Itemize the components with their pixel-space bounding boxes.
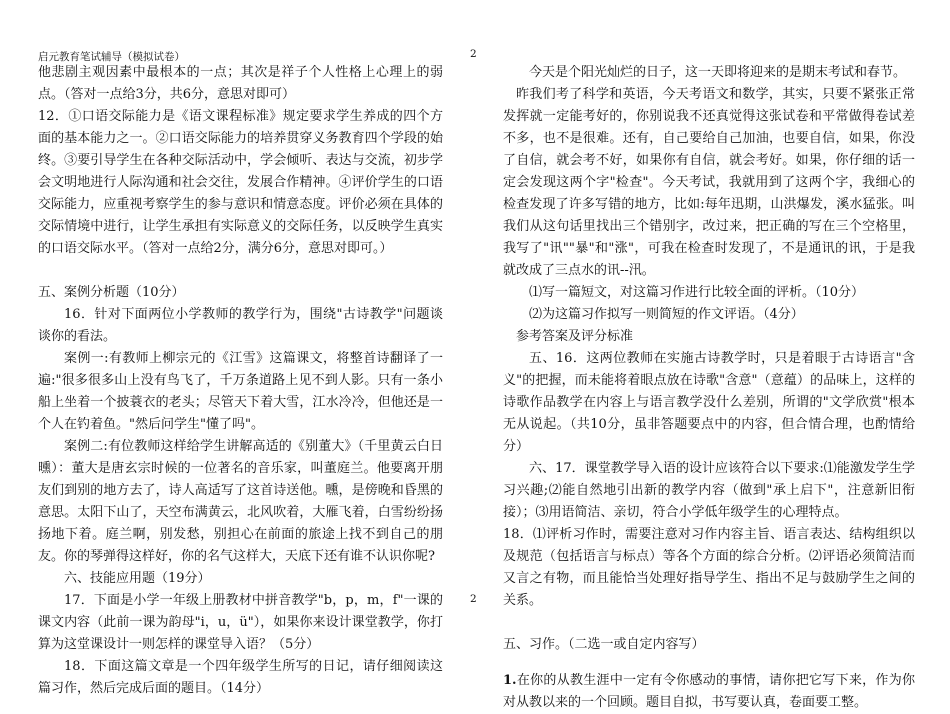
answer-key-title: 参考答案及评分标准 [516, 329, 634, 344]
answer-12: 12．①口语交际能力是《语文课程标准》规定要求学生养成的四个方面的基本能力之一。②口语交际能力的培养贯穿义务教育四个学段的始终。③要引导学生在各种交际活动中，学会倾听、表达与交流，初步学会文明地进行人际沟通和社会交往，发展合作精神。④评价学生的口语交际能力，应重视考察学生的参与意识和情意态度。评价必须在具体的交际情境中进行，让学生承担有实际意义的交际任务，以反映学生真实的口语交际水平。（答对一点给2分，满分6分，意思对即可。） [38, 109, 443, 256]
section-5-heading: 五、案例分析题（10分） [38, 285, 185, 300]
diary-opening: 今天是个阳光灿烂的日子，这一天即将迎来的是期末考试和春节。 [529, 65, 907, 80]
composition-heading: 五、习作。（二选一或自定内容写） [503, 637, 705, 652]
question-17: 17．下面是小学一年级上册教材中拼音教学"b，p，m，f"一课的课文内容（此前一课为韵母"i，u，ü"），如果你来设计课堂教学，你打算为这堂课设计一则怎样的课堂导入语？（5分） [38, 593, 443, 652]
answer-17: 六、17．课堂教学导入语的设计应该符合以下要求:⑴能激发学生学习兴趣;⑵能自然地引出新的教学内容（做到"承上启下"，注意新旧衔接）；⑶用语简洁、亲切，符合小学低年级学生的心理特点。 [503, 461, 915, 520]
page-number-top: 2 [470, 48, 477, 60]
answer-16: 五、16．这两位教师在实施古诗教学时，只是着眼于古诗语言"含义"的把握，而未能将着眼点放在诗歌"含意"（意蕴）的品味上，这样的诗歌作品教学在内容上与语言教学没什么差别，所谓的"文学欣赏"根本无从说起。（共10分，虽非答题要点中的内容，但合情合理，也酌情给分） [503, 351, 915, 454]
exam-header: 启元教育笔试辅导（模拟试卷） [38, 51, 185, 63]
question-18-part-1: ⑴写一篇短文，对这篇习作进行比较全面的评析。（10分） [529, 285, 865, 300]
question-18-part-2: ⑵为这篇习作拟写一则简短的作文评语。（4分） [529, 307, 804, 322]
case-two: 案例二:有位教师这样给学生讲解高适的《别董大》（千里黄云白日曛）：董大是唐玄宗时候的一位著名的音乐家，叫董庭兰。他要离开朋友们到别的地方去了，诗人高适写了这首诗送他。曛，是傍晚和昏黑的意思。太阳下山了，天空布满黄云，北风吹着，大雁飞着，白雪纷纷扬扬地下着。庭兰啊，别发愁，别担心在前面的旅途上找不到自己的朋友。你的琴弹得这样好，你的名气这样大，天底下还有谁不认识你呢? [38, 439, 443, 564]
question-16: 16．针对下面两位小学教师的教学行为，围绕"古诗教学"问题谈谈你的看法。 [38, 307, 443, 344]
diary-body: 昨我们考了科学和英语，今天考语文和数学，其实，只要不紧张正常发挥就一定能考好的，你别说我不还真觉得这张试卷和平常做得卷试差不多，也不是很难。还有，自己要给自己加油，也要自信，如果，你没了自信，就会考不好，如果你有自信，就会考好。如果，你仔细的话一定会发现这两个字"检查"。今天考试，我就用到了这两个字，我细心的检查发现了许多写错的地方，比如:每年迅期，山洪爆发，溪水猛张。叫我们从这句话里找出三个错别字，改过来，把正确的写在三个空格里，我写了"讯""暴"和"涨"，可我在检查时发现了，不是通讯的讯，于是我就改成了三点水的讯--汛。 [503, 87, 915, 278]
case-one: 案例一:有教师上柳宗元的《江雪》这篇课文，将整首诗翻译了一遍:"很多很多山上没有鸟飞了，千万条道路上见不到人影。只有一条小船上坐着一个披蓑衣的老头；尽管天下着大雪，江水冷冷，但他还是一个人在钓着鱼。"然后问学生"懂了吗"。 [38, 351, 443, 432]
section-6-heading: 六、技能应用题（19分） [64, 571, 211, 586]
answer-18: 18．⑴评析习作时，需要注意对习作内容主旨、语言表达、结构组织以及规范（包括语言与标点）等各个方面的综合分析。⑵评语必须简洁而又言之有物，而且能恰当处理好指导学生、指出不足与鼓励学生之间的关系。 [503, 527, 915, 608]
question-18: 18．下面这篇文章是一个四年级学生所写的日记，请仔细阅读这篇习作，然后完成后面的题目。（14分） [38, 659, 443, 696]
left-column [38, 62, 443, 700]
composition-option-1 [503, 670, 915, 714]
answer-11-tail: 他悲剧主观因素中最根本的一点；其次是祥子个人性格上心理上的弱点。（答对一点给3分，共6分，意思对即可） [38, 65, 443, 102]
composition-option-number: 1. [503, 673, 517, 688]
right-column [503, 62, 915, 714]
page-number-bottom: 2 [470, 593, 477, 605]
composition-option-text: 在你的从教生涯中一定有令你感动的事情，请你把它写下来，作为你对从教以来的一个回顾。题目自拟，书写要认真，卷面要工整。 [503, 673, 915, 710]
